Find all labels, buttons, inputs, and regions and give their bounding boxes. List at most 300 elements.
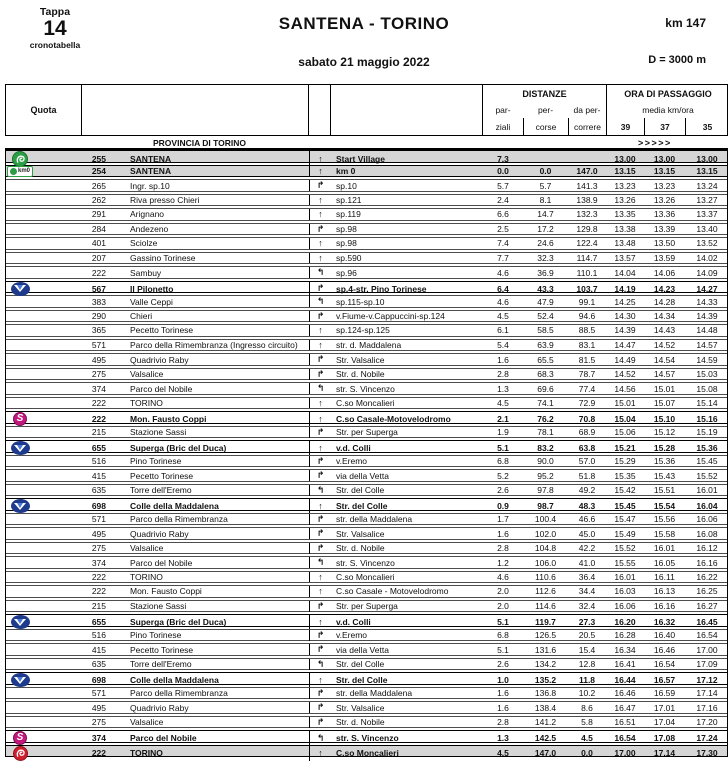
distance-covered-cell: 78.1 [537, 427, 554, 437]
distance-partial-cell: 5.1 [497, 617, 509, 627]
road-cell: sp.98 [336, 224, 357, 234]
quota-cell: 275 [91, 369, 106, 379]
distance-covered-cell: 83.2 [537, 443, 554, 453]
turn-right-icon: ↱ [309, 427, 331, 438]
time-37-cell: 13.39 [653, 224, 676, 234]
road-cell: sp.96 [336, 267, 357, 278]
road-cell: Str. del Colle [336, 675, 388, 685]
road-cell: str. S. Vincenzo [336, 557, 395, 568]
time-39-cell: 15.04 [614, 414, 636, 424]
time-35-cell: 17.09 [696, 659, 718, 669]
table-row [6, 614, 727, 627]
distance-partial-cell: 4.5 [497, 748, 509, 758]
distance-covered-cell: 141.2 [534, 717, 557, 727]
marker-cell [6, 630, 34, 641]
time-35-cell: 16.45 [696, 617, 718, 627]
table-row [6, 513, 727, 526]
marker-cell [6, 383, 34, 394]
time-39-cell: 13.35 [614, 209, 636, 220]
time-35-cell: 15.08 [696, 383, 718, 394]
gpm-icon [11, 441, 30, 455]
marker-cell [6, 456, 34, 467]
distance-covered-cell: 112.6 [535, 586, 556, 597]
marker-cell [6, 354, 34, 365]
stage-number: 14 [43, 17, 67, 40]
distance-remaining-cell: 122.4 [576, 238, 598, 249]
quota-cell: 275 [91, 543, 106, 553]
distance-partial-cell: 1.3 [497, 733, 509, 743]
time-37-cell: 13.59 [653, 252, 676, 263]
quota-cell: 635 [91, 659, 106, 669]
stage-distance: km 147 [665, 16, 706, 30]
time-39-cell: 15.06 [614, 427, 636, 437]
quota-cell: 222 [91, 748, 106, 758]
time-35-cell: 16.16 [696, 557, 718, 568]
time-37-cell: 15.58 [653, 528, 676, 539]
turn-straight-icon: ↑ [309, 746, 331, 761]
time-35-cell: 17.14 [696, 688, 718, 698]
turn-header [309, 85, 331, 135]
marker-cell [6, 572, 34, 583]
quota-cell: 222 [91, 586, 106, 597]
road-cell: str. d. Maddalena [336, 339, 402, 350]
stage-label: Tappa [39, 6, 71, 18]
locality-cell: Arignano [130, 209, 165, 220]
time-35-cell: 16.27 [696, 601, 718, 611]
locality-cell: Parco della Rimembranza [130, 688, 228, 698]
quota-cell: 415 [91, 470, 106, 481]
quota-cell: 374 [91, 383, 106, 394]
quota-cell: 222 [91, 397, 106, 408]
turn-right-icon: ↱ [309, 311, 331, 322]
time-39-cell: 13.00 [614, 154, 636, 164]
turn-left-icon: ↰ [309, 659, 331, 670]
marker-cell [6, 325, 34, 336]
distance-remaining-cell: 94.6 [578, 311, 596, 321]
road-cell: Str. Valsalice [336, 354, 385, 365]
distance-covered-cell: 76.2 [537, 414, 554, 424]
turn-straight-icon: ↑ [309, 441, 331, 455]
road-cell: str. S. Vincenzo [336, 733, 399, 743]
time-35-cell: 13.15 [696, 166, 718, 176]
time-37-cell: 16.11 [654, 571, 675, 582]
locality-cell: Sambuy [130, 267, 162, 278]
quota-cell: 655 [91, 443, 106, 453]
locality-cell: SANTENA [130, 166, 172, 176]
time-35-cell: 13.37 [696, 209, 718, 220]
quota-cell: 383 [91, 296, 106, 307]
time-39-cell: 15.35 [614, 470, 636, 481]
distance-remaining-cell: 77.4 [578, 383, 596, 394]
distance-covered-cell: 114.6 [535, 601, 556, 611]
road-cell: C.so Casale-Motovelodromo [336, 414, 451, 424]
distance-remaining-cell: 8.6 [581, 702, 593, 713]
road-cell: Start Village [336, 154, 385, 164]
time-35-cell: 14.39 [696, 311, 718, 321]
locality-cell: Parco della Rimembranza [130, 514, 228, 524]
road-cell: sp.124-sp.125 [336, 325, 390, 336]
road-cell: via della Vetta [336, 644, 389, 655]
distance-partial-cell: 4.6 [497, 267, 509, 278]
quota-cell: 655 [91, 617, 106, 627]
distance-remaining-cell: 20.5 [578, 630, 596, 640]
time-35-cell: 15.36 [696, 443, 718, 453]
time-39-cell: 15.42 [614, 485, 636, 495]
time-37-cell: 14.23 [653, 283, 676, 294]
time-37-cell: 14.43 [653, 325, 676, 336]
distance-remaining-cell: 110.1 [576, 267, 598, 278]
locality-cell: Torre dell'Eremo [130, 659, 192, 669]
road-cell: str. della Maddalena [336, 688, 413, 698]
locality-cell: Stazione Sassi [130, 601, 187, 611]
marker-cell [6, 340, 34, 351]
marker-cell [6, 296, 34, 307]
distance-partial-cell: 1.6 [497, 688, 509, 698]
time-39-cell: 15.49 [614, 528, 636, 539]
time-39-cell: 13.26 [614, 194, 636, 205]
time-39-cell: 15.47 [614, 514, 636, 524]
table-row [6, 223, 727, 236]
distance-partial-cell: 4.6 [497, 571, 509, 582]
dapercorrere-header-line2: correre [568, 118, 606, 135]
locality-cell: Valsalice [130, 717, 164, 727]
distance-covered-cell: 90.0 [537, 456, 554, 466]
turn-right-icon: ↱ [309, 456, 331, 467]
turn-straight-icon: ↑ [309, 151, 331, 167]
road-cell: sp.98 [336, 238, 357, 249]
turn-right-icon: ↱ [309, 528, 331, 539]
distance-covered-cell: 14.7 [537, 209, 554, 220]
table-row [6, 484, 727, 497]
distance-remaining-cell: 42.2 [578, 543, 596, 553]
distance-covered-cell: 65.5 [537, 354, 554, 365]
time-39-cell: 14.39 [614, 325, 636, 336]
table-row [6, 600, 727, 613]
time-35-cell: 15.19 [696, 427, 718, 437]
distance-remaining-cell: 138.9 [576, 194, 598, 205]
time-39-cell: 16.03 [614, 586, 636, 597]
table-row [6, 310, 727, 323]
time-37-cell: 15.36 [653, 456, 676, 466]
marker-cell [6, 688, 34, 699]
table-row [6, 687, 727, 700]
distance-partial-cell: 6.8 [497, 630, 509, 640]
table-row [6, 237, 727, 250]
time-39-cell: 15.21 [614, 443, 636, 453]
time-39-cell: 14.47 [614, 339, 636, 350]
table-row [6, 397, 727, 410]
locality-cell: Superga (Bric del Duca) [130, 443, 227, 453]
road-cell: km 0 [336, 166, 356, 176]
media-kmora-header: media km/ora [606, 102, 728, 118]
time-35-cell: 13.24 [696, 180, 718, 191]
province-marker: >>>>> [638, 138, 672, 148]
distance-partial-cell: 5.7 [497, 180, 509, 191]
locality-cell: TORINO [130, 397, 163, 408]
turn-straight-icon: ↑ [309, 586, 331, 597]
quota-cell: 415 [91, 644, 106, 655]
time-35-cell: 14.02 [696, 252, 718, 263]
distance-partial-cell: 1.6 [497, 528, 509, 539]
distance-partial-cell: 2.4 [497, 194, 509, 205]
time-39-cell: 17.00 [614, 748, 636, 758]
gpm-icon [11, 282, 30, 296]
marker-cell [6, 282, 34, 296]
table-row [6, 571, 727, 584]
turn-right-icon: ↱ [309, 630, 331, 641]
time-37-cell: 15.28 [653, 443, 676, 453]
road-cell: Str. del Colle [336, 485, 385, 495]
locality-cell: Quadrivio Raby [130, 702, 189, 713]
distance-covered-cell: 24.6 [537, 238, 554, 249]
time-37-cell: 13.23 [653, 180, 676, 191]
road-cell: sp.4-str. Pino Torinese [336, 283, 427, 294]
marker-cell [6, 166, 34, 177]
quota-cell: 255 [91, 154, 106, 164]
time-39-cell: 14.49 [614, 354, 636, 365]
locality-cell: Sciolze [130, 238, 158, 249]
quota-cell: 516 [91, 630, 106, 640]
time-39-cell: 14.19 [614, 283, 636, 294]
marker-cell [6, 528, 34, 539]
distance-covered-cell: 52.4 [537, 311, 554, 321]
distance-covered-cell: 147.0 [534, 748, 557, 758]
distance-covered-cell: 135.2 [534, 675, 557, 685]
turn-straight-icon: ↑ [309, 340, 331, 351]
road-cell: C.so Moncalieri [336, 397, 395, 408]
stage-elevation: D = 3000 m [648, 54, 706, 66]
distance-remaining-cell: 141.3 [576, 180, 598, 191]
table-row [6, 455, 727, 468]
locality-cell: Valsalice [130, 543, 164, 553]
turn-right-icon: ↱ [309, 717, 331, 728]
distance-remaining-cell: 5.8 [581, 717, 593, 727]
marker-cell [6, 543, 34, 554]
quota-cell: 567 [91, 283, 106, 294]
time-39-cell: 13.23 [614, 180, 636, 191]
locality-cell: TORINO [130, 571, 163, 582]
distance-partial-cell: 0.0 [497, 166, 509, 176]
time-39-cell: 15.55 [614, 557, 636, 568]
locality-cell: Ingr. sp.10 [130, 180, 170, 191]
time-39-cell: 16.41 [614, 659, 636, 669]
road-cell: Str. del Colle [336, 659, 385, 669]
table-row [6, 701, 727, 714]
time-37-cell: 15.12 [653, 427, 676, 437]
table-row [6, 542, 727, 555]
marker-cell [6, 441, 34, 455]
turn-right-icon: ↱ [309, 702, 331, 713]
table-row [6, 150, 727, 163]
time-39-cell: 16.28 [614, 630, 636, 640]
quota-cell: 374 [91, 557, 106, 568]
turn-right-icon: ↱ [309, 601, 331, 612]
speed-35-header: 35 [685, 118, 728, 135]
locality-cell: Pino Torinese [130, 630, 182, 640]
time-37-cell: 16.16 [653, 601, 676, 611]
province-label: PROVINCIA DI TORINO [153, 138, 247, 148]
time-35-cell: 16.08 [696, 528, 718, 539]
distance-covered-cell: 17.2 [537, 224, 554, 234]
province-band [5, 136, 728, 150]
marker-cell [6, 659, 34, 670]
time-37-cell: 14.34 [653, 311, 676, 321]
quota-cell: 365 [91, 325, 106, 336]
locality-cell: Parco del Nobile [130, 383, 193, 394]
distance-partial-cell: 6.6 [497, 209, 509, 220]
parziali-header-line2: ziali [495, 121, 511, 132]
distance-remaining-cell: 132.3 [576, 209, 598, 220]
marker-cell [6, 514, 34, 525]
time-37-cell: 16.54 [653, 659, 676, 669]
distance-partial-cell: 7.7 [497, 252, 509, 263]
time-37-cell: 16.01 [653, 543, 676, 553]
distance-partial-cell: 5.4 [497, 339, 509, 350]
distance-partial-cell: 1.9 [497, 427, 509, 437]
time-39-cell: 16.06 [614, 601, 636, 611]
time-37-cell: 13.00 [653, 154, 676, 164]
distance-covered-cell: 5.7 [539, 180, 552, 191]
table-row [6, 324, 727, 337]
road-cell: sp.121 [336, 194, 362, 205]
distanze-header: DISTANZE [522, 88, 567, 99]
quota-cell: 698 [91, 501, 106, 511]
turn-left-icon: ↰ [309, 557, 331, 568]
distance-partial-cell: 1.7 [497, 514, 509, 524]
distance-partial-cell: 6.1 [497, 325, 509, 336]
marker-cell [6, 180, 34, 191]
distance-remaining-cell: 63.8 [578, 443, 596, 453]
turn-left-icon: ↰ [309, 485, 331, 496]
road-cell: Str. d. Nobile [336, 717, 385, 727]
quota-cell: 698 [91, 675, 106, 685]
time-37-cell: 17.04 [653, 717, 676, 727]
time-37-cell: 13.26 [653, 194, 676, 205]
table-row [6, 165, 727, 178]
table-row [6, 556, 727, 569]
marker-cell [6, 209, 34, 220]
table-row [6, 498, 727, 511]
distance-covered-cell: 106.0 [534, 557, 557, 568]
sprint-icon: S [13, 731, 27, 745]
stage-type-label: cronotabella [29, 40, 81, 50]
quota-cell: 265 [91, 180, 106, 191]
locality-cell: Pecetto Torinese [130, 325, 194, 336]
marker-cell [6, 224, 34, 235]
marker-cell [6, 470, 34, 481]
marker-cell [6, 601, 34, 612]
time-35-cell: 13.40 [696, 224, 718, 234]
table-row [6, 411, 727, 424]
road-cell: v.d. Colli [336, 443, 371, 453]
distance-covered-cell: 58.5 [537, 325, 554, 336]
distance-remaining-cell: 147.0 [576, 166, 598, 176]
table-row [6, 266, 727, 279]
time-39-cell: 15.45 [614, 501, 636, 511]
time-35-cell: 16.54 [696, 630, 718, 640]
marker-cell [6, 267, 34, 278]
stage-date: sabato 21 maggio 2022 [298, 55, 430, 69]
locality-header [82, 85, 309, 135]
time-37-cell: 15.56 [653, 514, 676, 524]
locality-cell: Stazione Sassi [130, 427, 187, 437]
quota-cell: 516 [91, 456, 106, 466]
quota-cell: 571 [91, 688, 106, 698]
time-39-cell: 15.29 [614, 456, 636, 466]
time-35-cell: 15.52 [696, 470, 718, 481]
locality-cell: Colle della Maddalena [130, 675, 219, 685]
time-37-cell: 15.01 [653, 383, 676, 394]
road-cell: v.Eremo [336, 630, 368, 640]
turn-straight-icon: ↑ [309, 238, 331, 249]
distance-remaining-cell: 4.5 [581, 733, 593, 743]
time-39-cell: 13.48 [614, 238, 636, 249]
turn-straight-icon: ↑ [309, 195, 331, 206]
locality-cell: Torre dell'Eremo [130, 485, 192, 495]
time-35-cell: 14.33 [696, 296, 718, 307]
time-39-cell: 13.57 [614, 252, 636, 263]
time-37-cell: 16.40 [653, 630, 676, 640]
distance-covered-cell: 98.7 [537, 501, 554, 511]
locality-cell: Parco della Rimembranza (Ingresso circuito) [130, 339, 298, 350]
marker-cell [6, 238, 34, 249]
locality-cell: TORINO [130, 748, 163, 758]
distance-partial-cell: 2.6 [497, 485, 509, 495]
quota-cell: 215 [91, 427, 106, 437]
table-row [6, 745, 727, 758]
turn-right-icon: ↱ [309, 282, 331, 296]
distance-covered-cell: 102.0 [534, 528, 557, 539]
turn-right-icon: ↱ [309, 224, 331, 235]
distance-partial-cell: 6.8 [497, 456, 509, 466]
time-39-cell: 15.01 [614, 397, 636, 408]
distance-covered-cell: 68.3 [537, 369, 554, 379]
marker-cell [6, 673, 34, 687]
distance-partial-cell: 0.9 [497, 501, 509, 511]
itinerary-table [5, 84, 728, 759]
locality-cell: Pecetto Torinese [130, 470, 194, 481]
time-35-cell: 15.14 [696, 397, 718, 408]
turn-left-icon: ↰ [309, 267, 331, 278]
time-35-cell: 15.45 [696, 456, 718, 466]
quota-cell: 262 [91, 194, 106, 205]
time-35-cell: 16.12 [696, 543, 718, 553]
distance-remaining-cell: 57.0 [578, 456, 596, 466]
marker-cell [6, 615, 34, 629]
marker-cell [6, 398, 34, 409]
quota-cell: 571 [91, 339, 106, 350]
time-37-cell: 14.06 [653, 267, 676, 278]
table-row [6, 281, 727, 294]
turn-left-icon: ↰ [309, 731, 331, 745]
time-37-cell: 13.15 [653, 166, 676, 176]
distance-covered-cell: 43.3 [537, 283, 554, 294]
time-39-cell: 16.44 [614, 675, 636, 685]
quota-cell: 401 [91, 238, 106, 249]
time-35-cell: 14.57 [696, 339, 718, 350]
distance-covered-cell: 131.6 [534, 644, 557, 655]
turn-straight-icon: ↑ [309, 166, 331, 177]
gpm-icon [11, 499, 30, 513]
turn-right-icon: ↱ [309, 543, 331, 554]
time-35-cell: 13.52 [696, 238, 718, 249]
time-39-cell: 16.54 [614, 733, 636, 743]
road-cell: Str. d. Nobile [336, 543, 385, 553]
locality-cell: Colle della Maddalena [130, 501, 219, 511]
title-block [184, 14, 544, 69]
turn-straight-icon: ↑ [309, 499, 331, 513]
distance-covered-cell: 8.1 [539, 194, 552, 205]
